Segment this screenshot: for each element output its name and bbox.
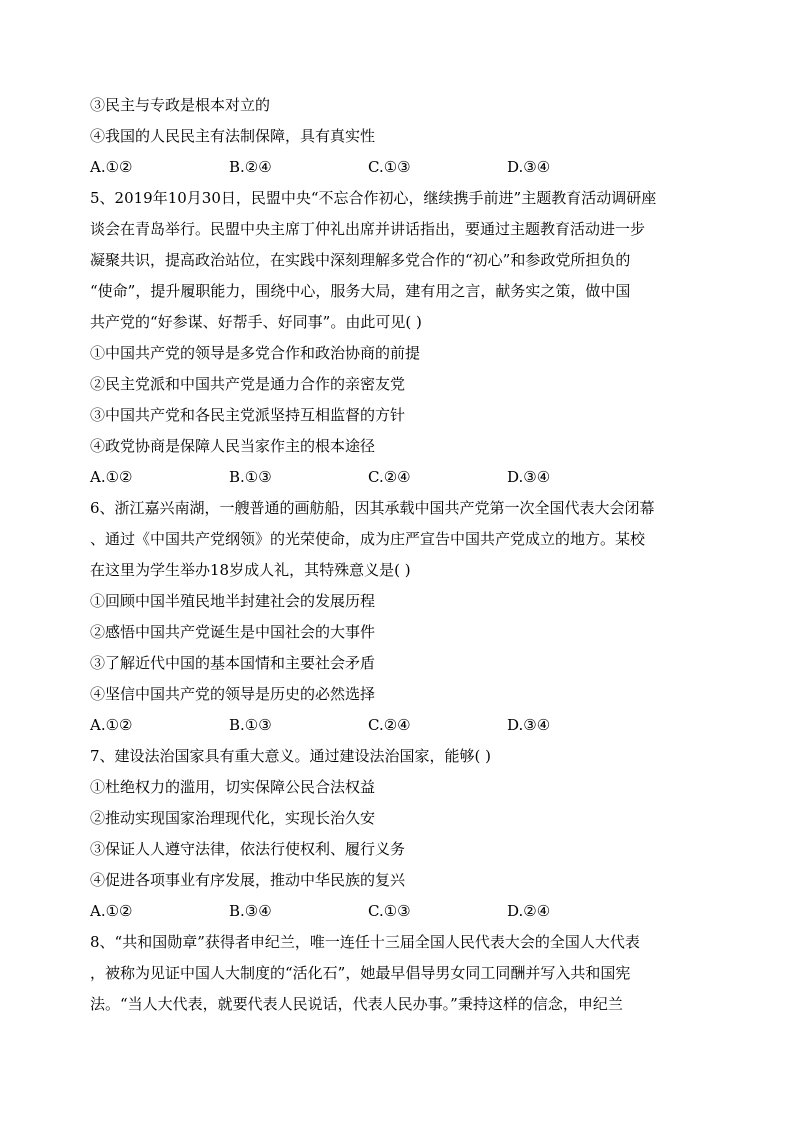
document-page — [90, 90, 706, 1020]
q5-option-d: D.③④ — [507, 468, 551, 486]
q5-stem-line: 凝聚共识，提高政治站位，在实践中深刻理解多党合作的“初心”和参政党所担负的 — [90, 251, 631, 269]
q8-stem-line: 8、“共和国勋章”获得者申纪兰，唯一连任十三届全国人民代表大会的全国人大代表 — [90, 933, 640, 951]
q4-item-4: ④我国的人民民主有法制保障，具有真实性 — [90, 127, 376, 145]
q5-item-1: ①中国共产党的领导是多党合作和政治协商的前提 — [90, 344, 421, 362]
q6-item-2: ②感悟中国共产党诞生是中国社会的大事件 — [90, 623, 376, 641]
q6-options — [90, 710, 706, 741]
q6-item-4: ④坚信中国共产党的领导是历史的必然选择 — [90, 685, 376, 703]
q6-option-d: D.③④ — [507, 716, 551, 734]
q4-option-d: D.③④ — [507, 158, 551, 176]
q7-item-2: ②推动实现国家治理现代化，实现长治久安 — [90, 809, 376, 827]
q7-option-c: C.①③ — [368, 902, 411, 920]
question-7 — [90, 741, 706, 927]
q5-stem-line: “使命”，提升履职能力，围绕中心，服务大局，建有用之言，献务实之策，做中国 — [90, 282, 631, 300]
q5-stem-line: 5、2019年10月30日，民盟中央“不忘合作初心，继续携手前进”主题教育活动调研座 — [90, 189, 657, 207]
q5-option-a: A.①② — [90, 468, 133, 486]
q6-stem-line: 在这里为学生举办18岁成人礼，其特殊意义是( ) — [90, 561, 411, 579]
q5-options — [90, 462, 706, 493]
question-6 — [90, 493, 706, 741]
q7-item-4: ④促进各项事业有序发展，推动中华民族的复兴 — [90, 871, 406, 889]
q7-options — [90, 896, 706, 927]
q7-option-a: A.①② — [90, 902, 133, 920]
q8-stem-line: 法。“当人大代表，就要代表人民说话，代表人民办事。”秉持这样的信念，申纪兰 — [90, 995, 623, 1013]
q5-option-c: C.②④ — [368, 468, 411, 486]
q8-stem-line: ，被称为见证中国人大制度的“活化石”，她最早倡导男女同工同酬并写入共和国宪 — [90, 964, 631, 982]
q6-option-c: C.②④ — [368, 716, 411, 734]
q4-option-b: B.②④ — [229, 158, 272, 176]
q4-item-3: ③民主与专政是根本对立的 — [90, 96, 271, 114]
q4-option-a: A.①② — [90, 158, 133, 176]
q7-item-1: ①杜绝权力的滥用，切实保障公民合法权益 — [90, 778, 376, 796]
q7-stem-line: 7、建设法治国家具有重大意义。通过建设法治国家，能够( ) — [90, 747, 492, 765]
q6-option-b: B.①③ — [229, 716, 272, 734]
q6-stem-line: 6、浙江嘉兴南湖，一艘普通的画舫船，因其承载中国共产党第一次全国代表大会闭幕 — [90, 499, 655, 517]
question-5 — [90, 183, 706, 493]
q5-stem-line: 共产党的“好参谋、好帮手、好同事”。由此可见( ) — [90, 313, 422, 331]
q5-item-3: ③中国共产党和各民主党派坚持互相监督的方针 — [90, 406, 406, 424]
question-8 — [90, 927, 706, 1020]
q7-item-3: ③保证人人遵守法律，依法行使权利、履行义务 — [90, 840, 406, 858]
q6-option-a: A.①② — [90, 716, 133, 734]
q5-stem-line: 谈会在青岛举行。民盟中央主席丁仲礼出席并讲话指出，要通过主题教育活动进一步 — [90, 220, 646, 238]
q7-option-d: D.②④ — [507, 902, 551, 920]
q4-option-c: C.①③ — [368, 158, 411, 176]
q5-item-4: ④政党协商是保障人民当家作主的根本途径 — [90, 437, 376, 455]
q6-stem-line: 、通过《中国共产党纲领》的光荣使命，成为庄严宣告中国共产党成立的地方。某校 — [90, 530, 646, 548]
q5-option-b: B.①③ — [229, 468, 272, 486]
q6-item-1: ①回顾中国半殖民地半封建社会的发展历程 — [90, 592, 376, 610]
q7-option-b: B.③④ — [229, 902, 272, 920]
q4-options — [90, 152, 706, 183]
q6-item-3: ③了解近代中国的基本国情和主要社会矛盾 — [90, 654, 376, 672]
q5-item-2: ②民主党派和中国共产党是通力合作的亲密友党 — [90, 375, 406, 393]
